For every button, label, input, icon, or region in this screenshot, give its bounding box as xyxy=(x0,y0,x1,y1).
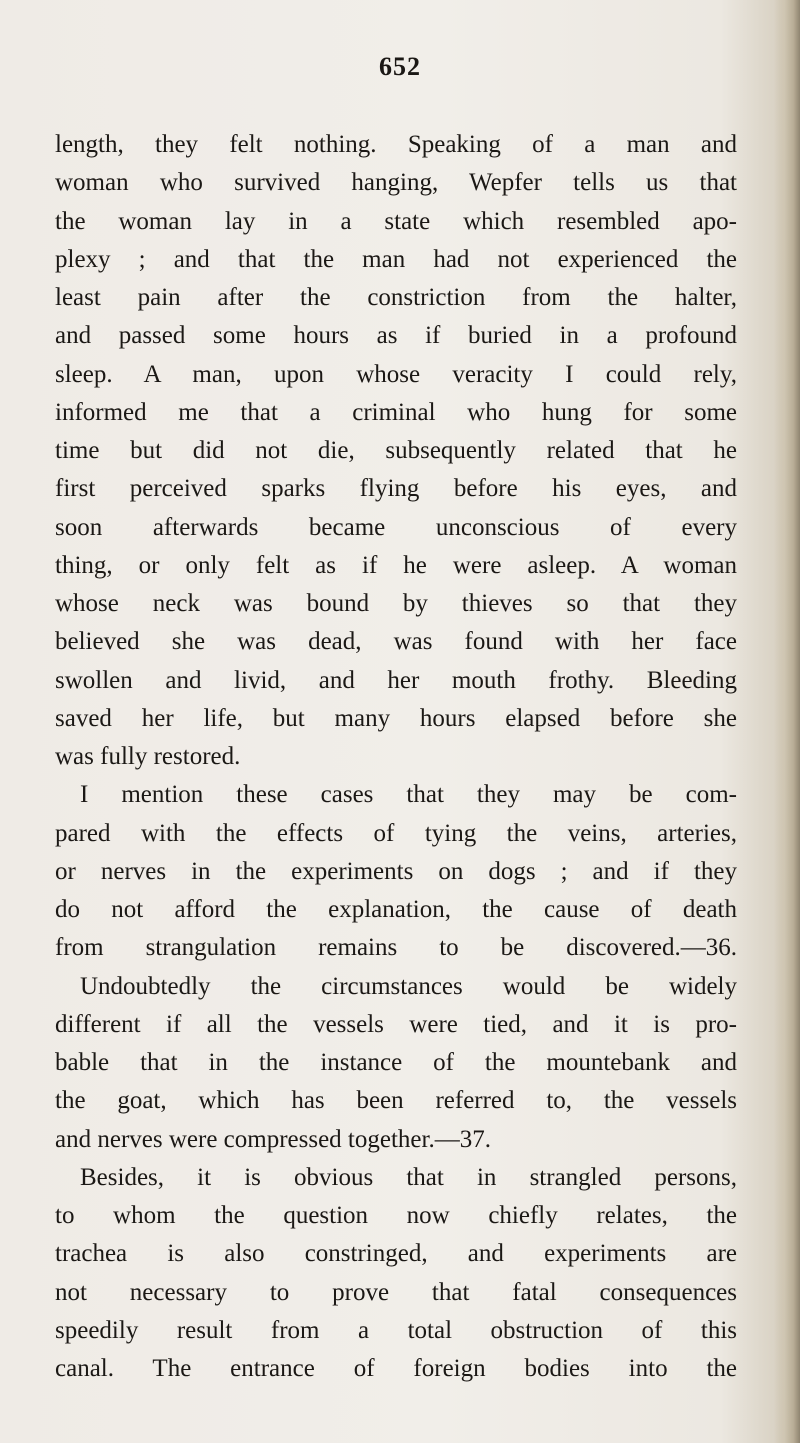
text-line: time but did not die, subsequently related that he xyxy=(55,437,737,464)
text-line: swollen and livid, and her mouth frothy. Bleeding xyxy=(55,666,737,694)
text-line: least pain after the constriction from the halter, xyxy=(55,284,737,311)
text-line: whose neck was bound by thieves so that they xyxy=(55,590,737,617)
text-line: or nerves in the experiments on dogs ; and if they xyxy=(55,857,737,885)
text-line: was fully restored. xyxy=(55,743,241,770)
text-line: woman who survived hanging, Wepfer tells us that xyxy=(55,169,737,197)
text-line: Besides, it is obvious that in strangled persons, xyxy=(80,1163,737,1191)
text-line: Undoubtedly the circumstances would be widely xyxy=(80,972,737,1000)
text-line: soon afterwards became unconscious of every xyxy=(55,513,737,541)
text-line: to whom the question now chiefly relates, the xyxy=(55,1202,737,1229)
text-line: the goat, which has been referred to, the vessels xyxy=(55,1087,737,1115)
text-line: believed she was dead, was found with her face xyxy=(55,628,737,656)
text-line: plexy ; and that the man had not experienced the xyxy=(55,245,737,273)
text-line: canal. The entrance of foreign bodies into the xyxy=(55,1355,737,1382)
text-line: length, they felt nothing. Speaking of a man and xyxy=(55,131,737,158)
text-line: do not afford the explanation, the cause of death xyxy=(55,896,737,923)
body-text xyxy=(55,126,737,1388)
text-line: and nerves were compressed together.—37. xyxy=(55,1125,491,1153)
text-line: bable that in the instance of the mountebank and xyxy=(55,1049,737,1076)
text-line: different if all the vessels were tied, and it is pro- xyxy=(55,1010,737,1038)
text-line: thing, or only felt as if he were asleep. A woman xyxy=(55,551,737,579)
text-line: saved her life, but many hours elapsed before she xyxy=(55,704,737,732)
text-line: first perceived sparks flying before his eyes, and xyxy=(55,475,737,503)
text-line: pared with the effects of tying the veins, arteries, xyxy=(55,819,737,847)
text-line: not necessary to prove that fatal consequences xyxy=(55,1278,737,1306)
text-line: speedily result from a total obstruction of this xyxy=(55,1316,737,1344)
text-line: and passed some hours as if buried in a profound xyxy=(55,322,737,350)
page-number: 652 xyxy=(379,52,421,81)
text-line: sleep. A man, upon whose veracity I could rely, xyxy=(55,360,737,388)
text-line: the woman lay in a state which resembled apo- xyxy=(55,207,737,235)
text-line: from strangulation remains to be discovered.—36. xyxy=(55,934,737,962)
text-line: I mention these cases that they may be com- xyxy=(80,781,737,809)
page-binding-edge xyxy=(774,0,800,1443)
text-line: trachea is also constringed, and experiments are xyxy=(55,1240,737,1268)
text-line: informed me that a criminal who hung for some xyxy=(55,398,737,426)
